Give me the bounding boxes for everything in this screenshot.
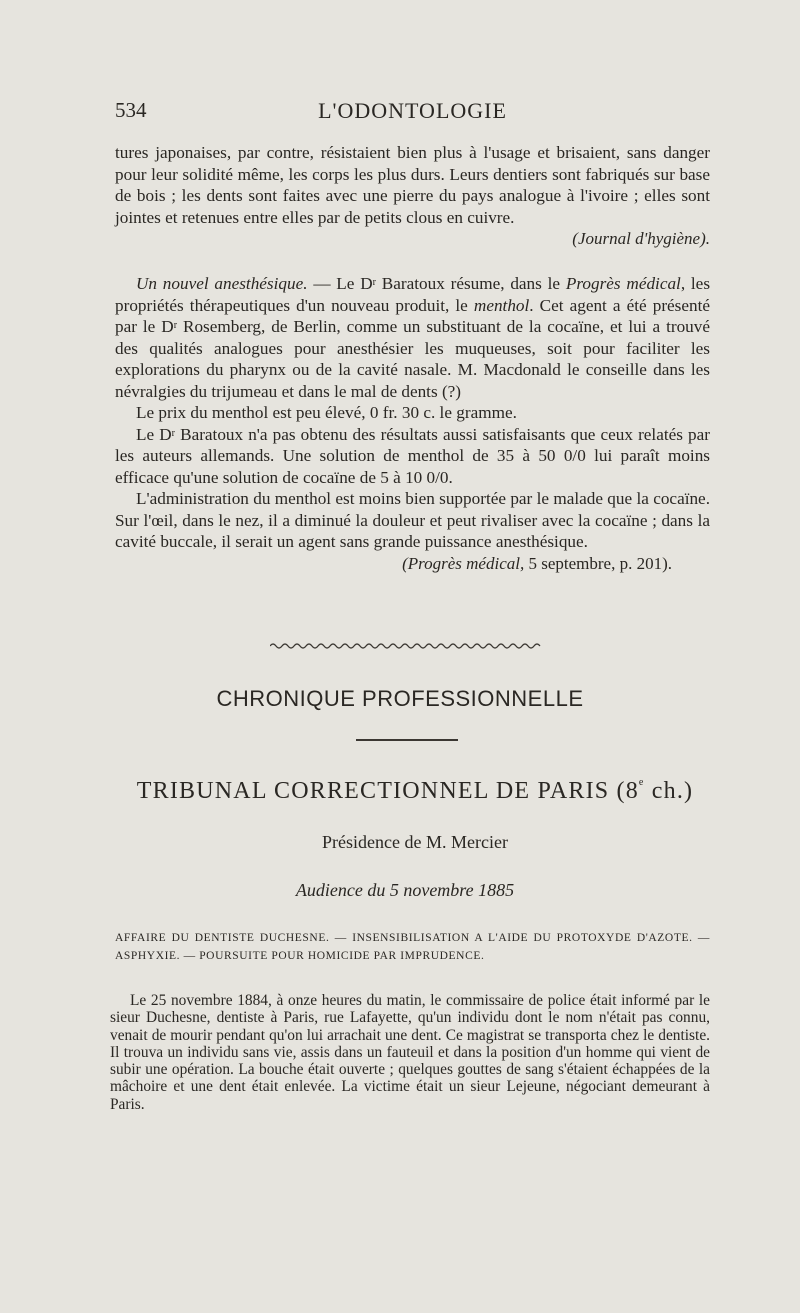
paragraph-results: Le $D^r$ Baratoux n'a pas obtenu des résultats aussi satisfaisants que ceux relatés par les auteurs allemands. Une solution de menthol de 35 à 50 0/0 lui paraît moins efficace qu'une solution de cocaïne de 5 à 10 0/0. <box>115 424 710 487</box>
audience-line: Audience du 5 novembre 1885 <box>295 880 515 900</box>
page-number: 534 <box>115 98 147 122</box>
chronique-heading: CHRONIQUE PROFESSIONNELLE <box>216 686 584 711</box>
paragraph-price: Le prix du menthol est peu élevé, 0 fr. 30 c. le gramme. <box>136 403 517 422</box>
presidence-line: Présidence de M. Mercier <box>322 832 508 852</box>
source-progres-medical: (Progrès médical, 5 septembre, p. 201). <box>402 553 672 573</box>
affaire-summary: AFFAIRE DU DENTISTE DUCHESNE. — INSENSIBILISATION A L'AIDE DU PROTOXYDE D'AZOTE. — ASPHYXIE. — POURSUITE POUR HOMICIDE PAR IMPRUDENCE. <box>115 932 710 962</box>
menthol-section <box>115 273 710 574</box>
journal-name: Progrès médical <box>565 274 681 293</box>
article-title: Un nouvel anesthésique. <box>136 274 308 293</box>
paragraph-administration: L'administration du menthol est moins bien supportée par le malade que la cocaïne. Sur l'œil, dans le nez, il a diminué la douleur et peut rivaliser avec la cocaïne ; dans la cavité buccale, il serait un agent sans grande puissance anesthésique. <box>115 489 710 551</box>
source-journal-hygiene: (Journal d'hygiène). <box>572 229 710 248</box>
product-name: menthol <box>473 295 530 315</box>
journal-title: L'ODONTOLOGIE <box>318 98 507 123</box>
paragraph-case: Le 25 novembre 1884, à onze heures du matin, le commissaire de police était informé par le sieur Duchesne, dentiste à Paris, rue Lafayette, qu'un individu dont le nom n'était pas connu, venait de mourir pendant qu'on lui arrachait une dent. Ce magistrat se transporta chez le dentiste. Il trouva un individu sans vie, assis dans un fauteuil et dans la position d'un homme qui vient de subir une opération. La bouche était ouverte ; quelques gouttes de sang s'étaient échappées de la mâchoire et une dent était enlevée. La victime était un sieur Lejeune, négociant demeurant à Paris. <box>110 992 710 1113</box>
tribunal-heading: TRIBUNAL CORRECTIONNEL DE PARIS (8e ch.) <box>136 777 694 804</box>
running-header <box>115 98 710 128</box>
paragraph-menthol-intro: Un nouvel anesthésique. — Le $D^r$ Baratoux résume, dans le Progrès médical, les propriétés thérapeutiques d'un nouveau produit, le menthol. Cet agent a été présenté par le $D^r$ Rosemberg, de Berlin, comme un substituant de la cocaïne, et lui a trouvé des qualités analogues pour anesthésier les muqueuses, soit pour faciliter les explorations du pharynx ou de la cavité nasale. M. Macdonald le conseille dans les névralgies du trijumeau et dans le mal de dents (?) <box>115 274 711 401</box>
paragraph-dentures: tures japonaises, par contre, résistaient bien plus à l'usage et brisaient, sans danger pour leur solidité même, les corps les plus durs. Leurs dentiers sont fabriqués sur base de bois ; les dents sont faites avec une pierre du pays analogue à l'ivoire ; elles sont jointes et retenues entre elles par de petits clous en cuivre. <box>115 143 710 227</box>
heading-rule <box>356 739 458 741</box>
wavy-divider <box>270 640 542 652</box>
japanese-dentures-section <box>115 142 710 250</box>
